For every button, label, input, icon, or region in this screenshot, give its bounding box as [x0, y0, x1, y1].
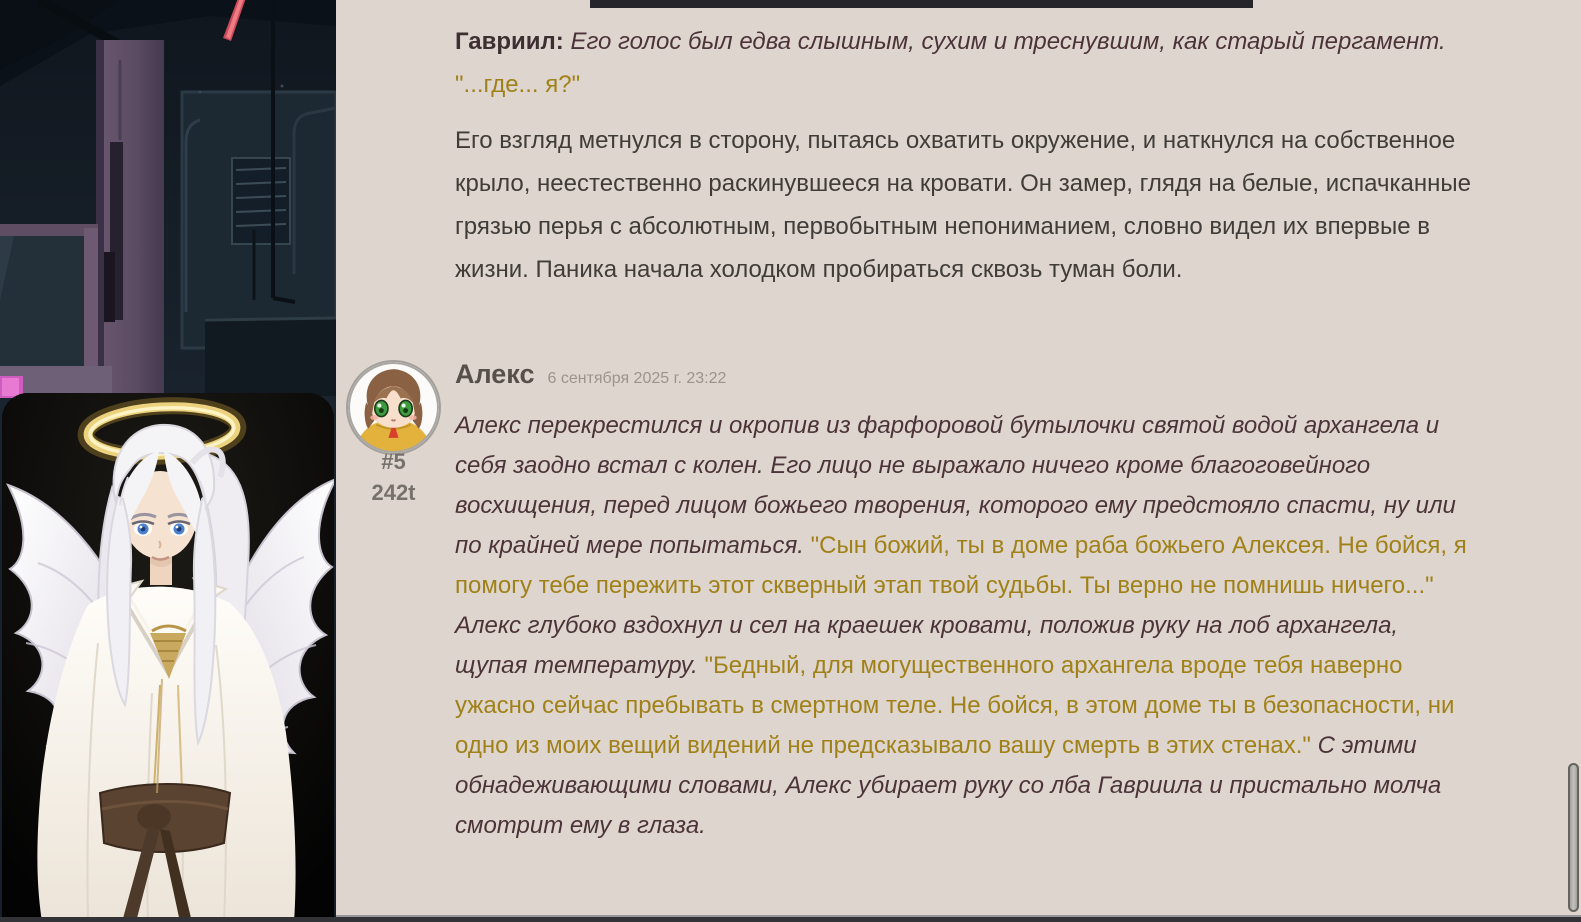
message-number: #5: [381, 449, 406, 474]
message-paragraph: [455, 119, 1477, 291]
character-portrait[interactable]: [2, 393, 334, 922]
text-run-italic: Алекс перекрестился и окропив из фарфоровой бутылочки святой водой архангела и себя заодно встал с колен. Его лицо не выражало ничего кроме благоговейного восхищения, перед лицом божьего творения, которого ему предстояло спасти, ну или по крайней мере попытаться.: [455, 412, 1456, 559]
author-name: Алекс: [455, 359, 535, 389]
scrollbar-thumb[interactable]: [1568, 763, 1579, 912]
angel-art: [2, 393, 334, 922]
text-run-italic: С этими обнадеживающими словами, Алекс убирает руку со лба Гавриила и пристально молча смотрит ему в глаза.: [455, 732, 1442, 839]
token-count: 242t: [371, 480, 416, 505]
bottom-panel-edge: [0, 917, 1581, 922]
message-header: [455, 359, 726, 390]
text-run-italic: Его голос был едва слышным, сухим и треснувшим, как старый пергамент.: [563, 28, 1446, 55]
message-gavriil: [455, 20, 1477, 291]
text-run-quote: "...где... я?": [455, 71, 581, 98]
timestamp: 6 сентября 2025 г. 23:22: [547, 370, 727, 387]
message-paragraph: [455, 406, 1477, 846]
text-run-quote: "Бедный, для могущественного архангела вроде тебя наверно ужасно сейчас пребывать в смертном теле. Не бойся, в этом доме ты в безопасности, ни одно из моих вещий видений не предсказывало вашу смерть в этих стенах.": [455, 652, 1455, 759]
text-run-quote: "Сын божий, ты в доме раба божьего Алексея. Не бойся, я помогу тебе пережить этот скверный этап твой судьбы. Ты верно не помнишь ничего...": [455, 532, 1467, 599]
chat-area: [336, 0, 1581, 922]
text-run-italic: Алекс глубоко вздохнул и сел на краешек кровати, положив руку на лоб архангела, щупая температуру.: [455, 612, 1399, 679]
message-paragraph: [455, 20, 1477, 106]
alex-chibi-avatar-icon: [348, 362, 439, 453]
top-panel-edge: [590, 0, 1253, 8]
text-run-bold: Гавриил:: [455, 28, 564, 55]
message-body: [455, 406, 1477, 846]
avatar[interactable]: [348, 362, 439, 453]
text-run-regular: Его взгляд метнулся в сторону, пытаясь охватить окружение, и наткнулся на собственное крыло, неестественно раскинувшееся на кровати. Он замер, глядя на белые, испачканные грязью перья с абсолютным, первобытным непониманием, словно видел их впервые в жизни. Паника начала холодком пробираться сквозь туман боли.: [455, 127, 1471, 283]
